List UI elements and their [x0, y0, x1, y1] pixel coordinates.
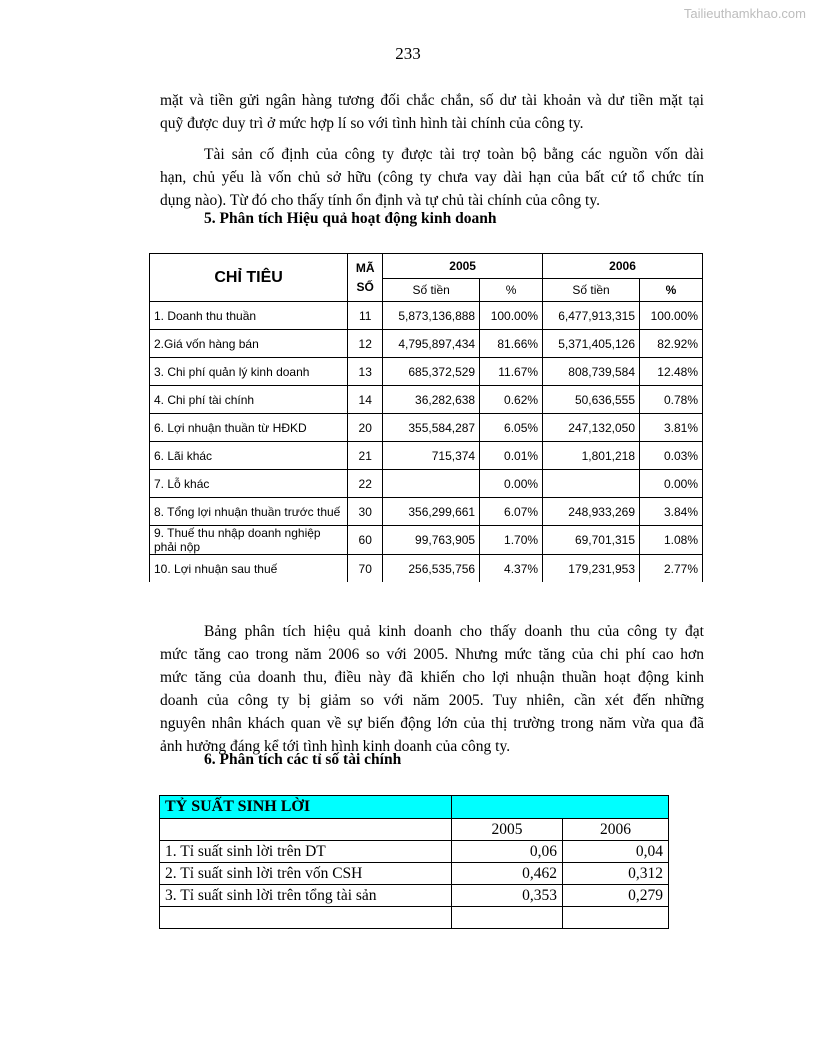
blank-cell — [452, 907, 563, 929]
ratio-2005: 0,462 — [452, 863, 563, 885]
profitability-title: TỶ SUẤT SINH LỜI — [160, 796, 452, 819]
pct-2006: 12.48% — [640, 358, 703, 386]
paragraph-line: hạn, chủ yếu là vốn chủ sở hữu (công ty chưa vay dài hạn của bất cứ tổ chức tín — [160, 169, 704, 186]
amount-2006: 6,477,913,315 — [543, 302, 640, 330]
ratio-2005: 0,353 — [452, 885, 563, 907]
amount-2006 — [543, 470, 640, 498]
amount-2005: 4,795,897,434 — [383, 330, 480, 358]
paragraph-fixed-assets — [160, 143, 704, 212]
ratio-2006: 0,04 — [563, 841, 669, 863]
pct-2006: 82.92% — [640, 330, 703, 358]
row-code: 22 — [348, 470, 383, 498]
paragraph-line: ảnh hưởng đáng kể tới tình hình kinh doanh của công ty. — [160, 738, 511, 755]
pct-2005: 6.07% — [480, 498, 543, 526]
amount-2006: 69,701,315 — [543, 526, 640, 555]
header-code — [348, 254, 383, 302]
row-name: 6. Lãi khác — [150, 442, 348, 470]
row-code: 70 — [348, 555, 383, 583]
paragraph-line: doanh của công ty bị giảm so với năm 2005. Tuy nhiên, cần xét đến những — [160, 692, 704, 709]
header-year-2006: 2006 — [543, 254, 703, 279]
amount-2005: 256,535,756 — [383, 555, 480, 583]
section-heading-5: 5. Phân tích Hiệu quả hoạt động kinh doanh — [204, 210, 497, 227]
pct-2006: 3.81% — [640, 414, 703, 442]
row-name: 8. Tổng lợi nhuận thuần trước thuế — [150, 498, 348, 526]
amount-2005: 99,763,905 — [383, 526, 480, 555]
paragraph-line: Tài sản cố định của công ty được tài trợ toàn bộ bằng các nguồn vốn dài — [204, 146, 704, 163]
pct-2006: 0.03% — [640, 442, 703, 470]
header-indicator: CHỈ TIÊU — [150, 254, 348, 302]
ratio-2006: 0,312 — [563, 863, 669, 885]
table-row — [150, 442, 703, 470]
row-code: 20 — [348, 414, 383, 442]
pct-2005: 0.01% — [480, 442, 543, 470]
table-row — [150, 330, 703, 358]
paragraph-line: mặt và tiền gửi ngân hàng tương đối chắc chắn, số dư tài khoản và dư tiền mặt tại — [160, 92, 704, 109]
amount-2006: 50,636,555 — [543, 386, 640, 414]
amount-2005: 355,584,287 — [383, 414, 480, 442]
amount-2005: 356,299,661 — [383, 498, 480, 526]
header-pct-2006: % — [640, 279, 703, 302]
header-year-2005: 2005 — [383, 254, 543, 279]
pct-2006: 0.78% — [640, 386, 703, 414]
row-code: 12 — [348, 330, 383, 358]
pct-2005: 6.05% — [480, 414, 543, 442]
business-efficiency-table — [149, 253, 703, 582]
table-row — [150, 414, 703, 442]
year-2005: 2005 — [452, 819, 563, 841]
row-code: 21 — [348, 442, 383, 470]
blank-cell — [160, 907, 452, 929]
amount-2006: 247,132,050 — [543, 414, 640, 442]
watermark: Tailieuthamkhao.com — [683, 6, 806, 21]
header-code-line: MÃ — [355, 260, 375, 275]
paragraph-line: mức tăng của doanh thu, điều này đã khiến cho lợi nhuận thuần hoạt động kinh — [160, 669, 704, 686]
table-row — [160, 863, 669, 885]
pct-2005: 11.67% — [480, 358, 543, 386]
row-code: 30 — [348, 498, 383, 526]
paragraph-analysis — [160, 620, 704, 758]
row-code: 14 — [348, 386, 383, 414]
row-name: 4. Chi phí tài chính — [150, 386, 348, 414]
ratio-label: 2. Tỉ suất sinh lời trên vốn CSH — [160, 863, 452, 885]
table-row — [150, 498, 703, 526]
table-row — [150, 555, 703, 583]
pct-2006: 3.84% — [640, 498, 703, 526]
row-name: 1. Doanh thu thuần — [150, 302, 348, 330]
table-row — [150, 358, 703, 386]
amount-2006: 808,739,584 — [543, 358, 640, 386]
page-number: 233 — [395, 44, 421, 63]
ratio-2005: 0,06 — [452, 841, 563, 863]
amount-2006: 5,371,405,126 — [543, 330, 640, 358]
pct-2005: 0.62% — [480, 386, 543, 414]
amount-2005: 715,374 — [383, 442, 480, 470]
header-pct-2005: % — [480, 279, 543, 302]
pct-2005: 1.70% — [480, 526, 543, 555]
year-2006: 2006 — [563, 819, 669, 841]
pct-2006: 0.00% — [640, 470, 703, 498]
pct-2006: 2.77% — [640, 555, 703, 583]
amount-2005 — [383, 470, 480, 498]
table-row — [150, 470, 703, 498]
blank-cell — [563, 907, 669, 929]
pct-2006: 1.08% — [640, 526, 703, 555]
pct-2005: 100.00% — [480, 302, 543, 330]
blank-cell — [160, 819, 452, 841]
table-row — [160, 885, 669, 907]
pct-2005: 0.00% — [480, 470, 543, 498]
amount-2005: 36,282,638 — [383, 386, 480, 414]
row-name: 7. Lỗ khác — [150, 470, 348, 498]
row-name: 6. Lợi nhuận thuần từ HĐKD — [150, 414, 348, 442]
row-code: 11 — [348, 302, 383, 330]
paragraph-cash — [160, 89, 704, 135]
amount-2006: 179,231,953 — [543, 555, 640, 583]
amount-2006: 248,933,269 — [543, 498, 640, 526]
row-name: 3. Chi phí quản lý kinh doanh — [150, 358, 348, 386]
profitability-table — [159, 795, 669, 929]
section-heading-6: 6. Phân tích các tỉ số tài chính — [204, 751, 402, 768]
paragraph-line: nguyên nhân khách quan về sự biến động lớn của thị trường trong năm vừa qua đã — [160, 715, 704, 732]
pct-2005: 81.66% — [480, 330, 543, 358]
table-row — [160, 841, 669, 863]
table-row — [150, 386, 703, 414]
ratio-label: 3. Tỉ suất sinh lời trên tổng tài sản — [160, 885, 452, 907]
profitability-title-fill — [452, 796, 669, 819]
pct-2005: 4.37% — [480, 555, 543, 583]
paragraph-line: mức tăng cao trong năm 2006 so với 2005. Nhưng mức tăng của chi phí cao hơn — [160, 646, 704, 663]
amount-2005: 5,873,136,888 — [383, 302, 480, 330]
row-name: 9. Thuế thu nhập doanh nghiệp phải nộp — [150, 526, 348, 555]
paragraph-line: dụng nào). Từ đó cho thấy tính ổn định và tự chủ tài chính của công ty. — [160, 192, 600, 209]
header-amount-2006: Số tiền — [543, 279, 640, 302]
ratio-label: 1. Tỉ suất sinh lời trên DT — [160, 841, 452, 863]
row-code: 13 — [348, 358, 383, 386]
header-amount-2005: Số tiền — [383, 279, 480, 302]
row-code: 60 — [348, 526, 383, 555]
pct-2006: 100.00% — [640, 302, 703, 330]
amount-2005: 685,372,529 — [383, 358, 480, 386]
table-row — [150, 302, 703, 330]
paragraph-line: Bảng phân tích hiệu quả kinh doanh cho thấy doanh thu của công ty đạt — [204, 623, 704, 640]
table-row — [150, 526, 703, 555]
row-name: 2.Giá vốn hàng bán — [150, 330, 348, 358]
paragraph-line: quỹ được duy trì ở mức hợp lí so với tình hình tài chính của công ty. — [160, 115, 584, 132]
header-code-line: SỐ — [356, 279, 374, 294]
ratio-2006: 0,279 — [563, 885, 669, 907]
row-name: 10. Lợi nhuận sau thuế — [150, 555, 348, 583]
amount-2006: 1,801,218 — [543, 442, 640, 470]
